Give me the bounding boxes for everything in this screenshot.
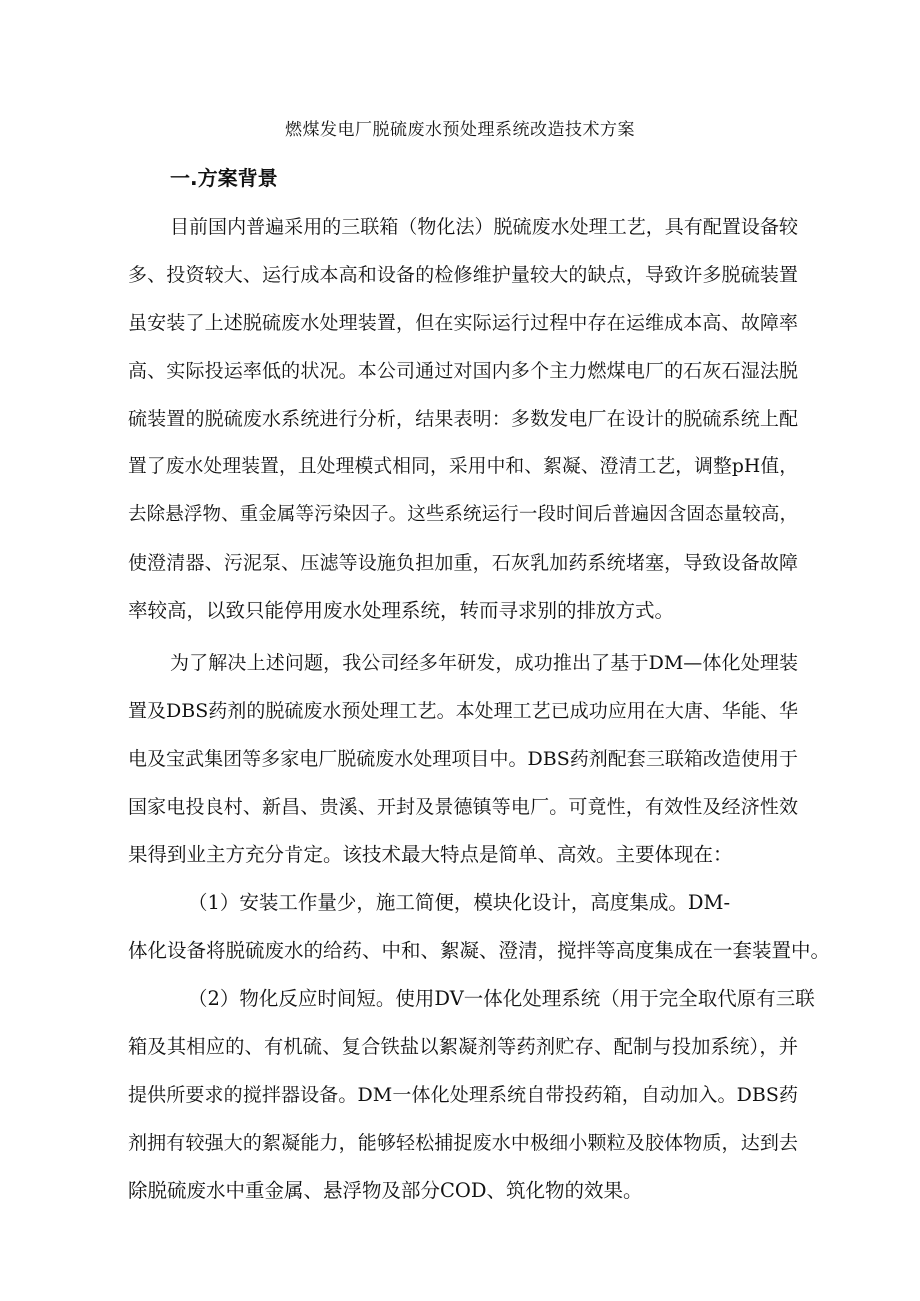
paragraph-line: 置了废水处理装置，且处理模式相同，采用中和、絮凝、澄清工艺，调整pH值，	[128, 456, 798, 477]
section-heading: 一.方案背景	[170, 166, 278, 190]
paragraph-line: 果得到业主方充分肯定。该技术最大特点是简单、高效。主要体现在：	[128, 843, 733, 866]
paragraph-line: 为了解决上述问题，我公司经多年研发，成功推出了基于DM—体化处理装	[170, 652, 798, 674]
paragraph-line: 使澄清器、污泥泵、压滤等设施负担加重，石灰乳加药系统堵塞，导致设备故障	[128, 552, 798, 574]
paragraph-line: 虽安装了上述脱硫废水处理装置，但在实际运行过程中存在运维成本高、故障率	[128, 312, 798, 334]
paragraph-line: 置及DBS药剂的脱硫废水预处理工艺。本处理工艺已成功应用在大唐、华能、华	[128, 700, 798, 722]
paragraph-line: 多、投资较大、运行成本高和设备的检修维护量较大的缺点，导致许多脱硫装置	[128, 264, 798, 286]
paragraph-line: 硫装置的脱硫废水系统进行分析，结果表明：多数发电厂在设计的脱硫系统上配	[128, 408, 798, 430]
list-item-line: 剂拥有较强大的絮凝能力，能够轻松捕捉废水中极细小颗粒及胶体物质，达到去	[128, 1132, 798, 1154]
list-item-line: 体化设备将脱硫废水的给药、中和、絮凝、澄清，搅拌等高度集成在一套装置中。	[128, 939, 831, 962]
paragraph-line: 电及宝武集团等多家电厂脱硫废水处理项目中。DBS药剂配套三联箱改造使用于	[128, 748, 798, 770]
list-item-line: （1）安装工作量少，施工简便，模块化设计，高度集成。DM-	[188, 891, 731, 914]
document-title: 燃煤发电厂脱硫废水预处理系统改造技术方案	[285, 120, 635, 140]
list-item-line: 箱及其相应的、有机硫、复合铁盐以絮凝剂等药剂贮存、配制与投加系统），并	[128, 1035, 798, 1058]
paragraph-line: 率较高，以致只能停用废水处理系统，转而寻求别的排放方式。	[128, 599, 675, 622]
list-item-line: 提供所要求的搅拌器设备。DM一体化处理系统自带投药箱，自动加入。DBS药	[128, 1084, 798, 1106]
paragraph-line: 高、实际投运率低的状况。本公司通过对国内多个主力燃煤电厂的石灰石湿法脱	[128, 360, 798, 382]
paragraph-line: 国家电投良村、新昌、贵溪、开封及景德镇等电厂。可竟性，有效性及经济性效	[128, 796, 798, 818]
paragraph-line: 目前国内普遍采用的三联箱（物化法）脱硫废水处理工艺，具有配置设备较	[170, 216, 798, 238]
list-item-line: 除脱硫废水中重金属、悬浮物及部分COD、筑化物的效果。	[128, 1179, 643, 1202]
list-item-line: （2）物化反应时间短。使用DV一体化处理系统（用于完全取代原有三联	[188, 987, 815, 1010]
paragraph-line: 去除悬浮物、重金属等污染因子。这些系统运行一段时间后普遍因含固态量较高，	[128, 504, 798, 525]
